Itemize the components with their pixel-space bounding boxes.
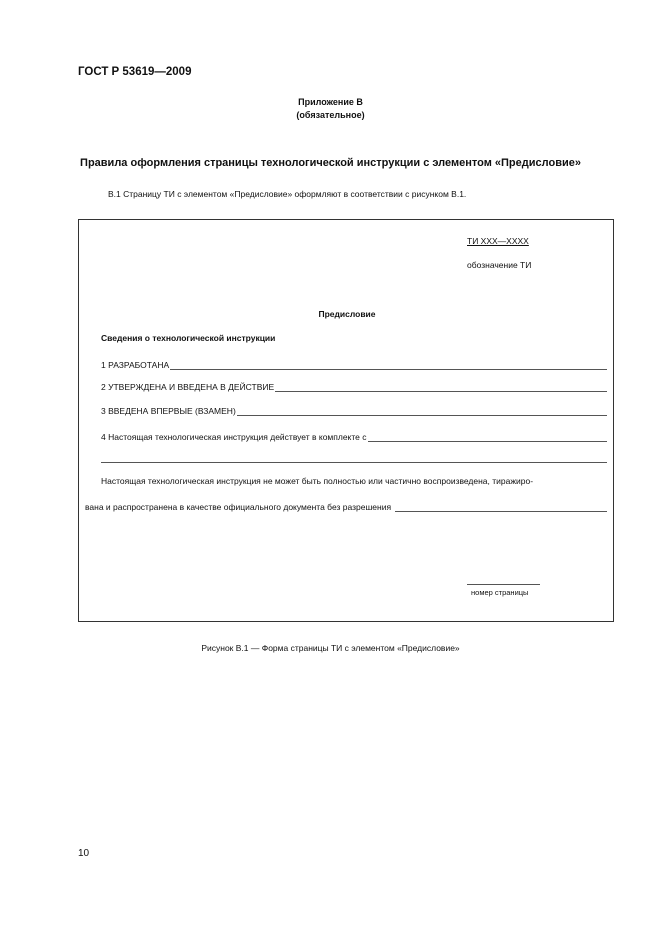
section-heading: Правила оформления страницы технологической инструкции с элементом «Предисловие»	[80, 157, 581, 169]
blank-underline	[395, 502, 607, 512]
page-number-line	[467, 584, 540, 585]
document-code: ГОСТ Р 53619—2009	[78, 66, 192, 78]
copyright-note-line1: Настоящая технологическая инструкция не может быть полностью или частично воспроизведена, тиражиро-	[101, 476, 534, 486]
blank-underline	[275, 382, 607, 392]
appendix-title: Приложение В	[298, 97, 363, 107]
figure-caption: Рисунок В.1 — Форма страницы ТИ с элементом «Предисловие»	[201, 643, 460, 653]
form-line-label: 2 УТВЕРЖДЕНА И ВВЕДЕНА В ДЕЙСТВИЕ	[101, 382, 275, 392]
form-line-developed	[101, 358, 607, 370]
blank-underline	[101, 462, 607, 463]
info-heading: Сведения о технологической инструкции	[101, 333, 276, 343]
preface-title: Предисловие	[318, 309, 376, 319]
form-line-label: вана и распространена в качестве официального документа без разрешения	[85, 502, 392, 512]
form-line-approved	[101, 380, 607, 392]
blank-underline	[170, 360, 607, 370]
form-line-label: 4 Настоящая технологическая инструкция действует в комплекте с	[101, 432, 367, 442]
figure-frame	[78, 219, 614, 622]
form-line-introduced	[101, 404, 607, 416]
page-number: 10	[78, 848, 90, 859]
ti-label: обозначение ТИ	[467, 260, 532, 270]
form-line-label: 3 ВВЕДЕНА ВПЕРВЫЕ (ВЗАМЕН)	[101, 406, 236, 416]
copyright-note-line2	[85, 500, 607, 512]
ti-code: ТИ XXX—XXXX	[467, 236, 529, 246]
section-paragraph: В.1 Страницу ТИ с элементом «Предисловие» оформляют в соответствии с рисунком В.1.	[108, 189, 467, 199]
form-line-label: 1 РАЗРАБОТАНА	[101, 360, 170, 370]
blank-underline	[237, 406, 607, 416]
page-number-label: номер страницы	[471, 588, 529, 597]
blank-underline	[368, 432, 607, 442]
form-line-complement	[101, 430, 607, 442]
appendix-status: (обязательное)	[296, 110, 365, 120]
